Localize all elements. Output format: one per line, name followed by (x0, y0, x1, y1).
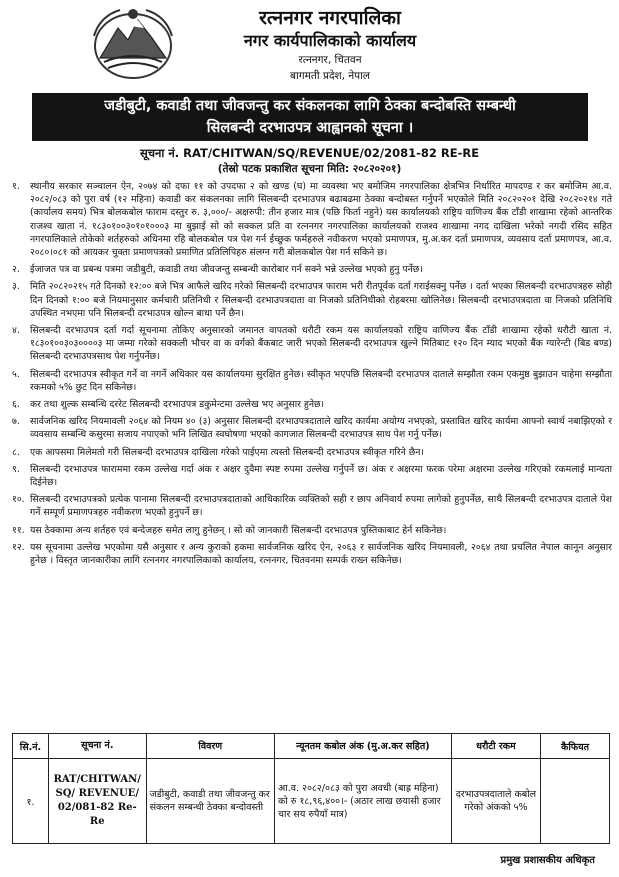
notice-conditions-list (12, 180, 612, 571)
list-item-number: २. (12, 264, 20, 276)
list-item-number: ३. (12, 281, 20, 293)
list-item (12, 463, 612, 489)
list-item-number: ५. (12, 368, 20, 380)
col-header-remarks: कैफियत (541, 734, 610, 759)
office-name: नगर कार्यपालिकाको कार्यालय (243, 31, 417, 50)
notice-number: सूचना नं. RAT/CHITWAN/SQ/REVENUE/02/2081-82 RE-RE (139, 146, 480, 160)
letterhead-text (180, 6, 480, 84)
list-item-number: ४. (12, 325, 20, 337)
col-header-notice-no: सूचना नं. (48, 734, 146, 759)
col-header-deposit: धरौटी रकम (451, 734, 540, 759)
list-item (12, 415, 612, 441)
cell-description: जडीबुटी, कवाडी तथा जीवजन्तु कर संकलन सम्बन्धी ठेक्का बन्दोवस्ती (146, 759, 274, 844)
list-item-number: ११. (12, 524, 25, 536)
office-address: रत्ननगर, चितवन (298, 54, 362, 66)
col-header-min-bid: न्यूनतम कबोल अंक (मु.अ.कर सहित) (275, 734, 452, 759)
list-item (12, 446, 612, 459)
banner-line-2: सिलबन्दी दरभाउपत्र आह्वानको सूचना । (206, 120, 414, 136)
list-item-number: ९. (12, 463, 20, 475)
list-item-text: एक आपसमा मिलेमतो गरी सिलबन्दी दरभाउपत्र दाखिला गरेको पाईएमा त्यस्तो सिलबन्दी दरभाउपत्र स्वीकृत गरिने छैन। (30, 446, 424, 458)
list-item-text: यस सूचनामा उल्लेख भएकोमा यसै अनुसार र अन्य कुराको हकमा सार्वजनिक खरिद ऐन, २०६३ र सार्वजनिक खरिद नियमावली, २०६४ तथा प्रचलित नेपाल कानून अनुसार हुनेछ । विस्तृत जानकारीका लागि रत्ननगर नगरपालिकाको कार्यालय, रत्ननगर, चितवनमा सम्पर्क राख्न सकिनेछ। (30, 541, 612, 567)
cell-remarks (541, 759, 610, 844)
cell-deposit: दरभाउपत्रदाताले कबोल गरेको अंकको ५% (451, 759, 540, 844)
list-item (12, 398, 612, 411)
table-header-row (13, 734, 610, 759)
list-item-number: १०. (12, 494, 25, 506)
notice-title-banner (32, 93, 588, 141)
list-item (12, 493, 612, 519)
table-row (13, 759, 610, 844)
cell-notice-no: RAT/CHITWAN/ SQ/ REVENUE/ 02/081-82 Re-Re (48, 759, 146, 844)
list-item (12, 524, 612, 537)
list-item (12, 180, 612, 259)
list-item-text: सिलबन्दी दरभाउपत्र दर्ता गर्दा सूचनामा तोकिए अनुसारको जमानत वापतको धरौटी रकम यस कार्यालयको राष्ट्रिय वाणिज्य बैंक टाँडी शाखामा रहेको धरौटी खाता नं. १८३०१००३०३००००३ मा जम्मा गरेको सक्कली भौचर वा क वर्गको बैंकबाट जारी भएको सिलबन्दी दरभाउपत्र खुल्ने मितिबाट १२० दिन म्याद भएको बैंक ग्यारेन्टी (बिड बण्ड) सिलबन्दी दरभाउपत्रसाथ पेश गर्नुपर्नेछ। (30, 325, 612, 363)
office-province: बागमती प्रदेश, नेपाल (290, 70, 370, 82)
municipality-emblem-icon (90, 6, 176, 80)
list-item-number: ७. (12, 416, 20, 428)
list-item-text: सिलबन्दी दरभाउपत्र स्वीकृत गर्ने वा नगर्ने अधिकार यस कार्यालयमा सुरक्षित हुनेछ। स्वीकृत भएपछि सिलबन्दी दरभाउपत्र दाताले सम्झौता रकम एकमुष्ठ बुझाउन चाहेमा सम्झौता रकमको ५% छुट दिन सकिनेछ। (30, 368, 612, 393)
list-item-number: ६. (12, 399, 20, 411)
list-item-text: स्थानीय सरकार सञ्चालन ऐन, २०७४ को दफा ११ को उपदफा २ को खण्ड (घ) मा व्यवस्था भए बमोजिम नगरपालिका क्षेत्रभित्र निर्धारित मापदण्ड र कर बमोजिम आ.व. २०८२/०८३ को पुरा वर्ष (१२ महिना) कवाडी कर संकलनका लागि सिलबन्दी दरभाउपत्र बढाबढमा ठेक्का बन्दोबस्त गर्नुपर्ने भएकोले मिति २०८२०२०१ देखि २०८२०२१४ गते (कार्यालय समय) भित्र बोलकबोल फाराम दस्तुर रु. ३,०००/- अक्षरुपी: तीन हजार मात्र (पछि फिर्ता नहुने) यस कार्यालयको राष्ट्रिय वाणिज्य बैंक टाँडी शाखामा रहेको आन्तरिक राजश्व खाता नं. १८३०१००३०१०१०००३ मा बुझाई सो को सक्कल प्रति वा रत्ननगर नगरपालिका कार्यालयको राजश्व शाखामा नगद दाखिला भरेको नगदी रसिद सहित नगरपालिकाले तोकेको शर्तहरुको अधिनमा रहि बोलकबोल पत्र पेश गर्न ईच्छुक फर्महरुले नवीकरण भएको प्रमाणपत्र, मु.अ.कर दर्ता प्रमाणपत्र, व्यवसाय दर्ता प्रमाणपत्र, आ.व. २०८०।०८१ को आयकर चुक्ता प्रमाणपत्रको प्रमाणित प्रतिलिपिहरु संलग्न गरी बोलकबोल पेश गर्न सकिने छ। (30, 181, 612, 259)
list-item (12, 280, 612, 320)
municipality-name: रत्ननगर नगरपालिका (259, 7, 401, 29)
list-item-number: ८. (12, 446, 20, 458)
list-item (12, 368, 612, 394)
cell-sn: १. (13, 759, 49, 844)
list-item-text: सिलबन्दी दरभाउपत्रको प्रत्येक पानामा सिलबन्दी दरभाउपत्रदाताको आधिकारिक व्यक्तिको सही र छाप अनिवार्य रुपमा लागेको हुनुपर्नेछ, साथै सिलबन्दी दरभाउपत्र दाताले पेश गर्ने सम्पूर्ण प्रमाणपत्रहरु नवीकरण भएको हुनुपर्ने छ। (30, 494, 612, 519)
signatory-title: प्रमुख प्रशासकीय अधिकृत (500, 855, 595, 866)
col-header-description: विवरण (146, 734, 274, 759)
notice-publish-date: (तेस्रो पटक प्रकाशित सूचना मिति: २०८२०२०१) (217, 163, 402, 175)
list-item-text: मिति २०८२०२१५ गते दिनको १२:०० बजे भित्र आफैले खरिद गरेको सिलबन्दी दरभाउपत्र फाराम भरी रीतपूर्वक दर्ता गराईसक्नु पर्नेछ । दर्ता भएका सिलबन्दी दरभाउपत्रहरु सोही दिन दिनको १:०० बजे नियमानुसार कर्मचारी प्रतिनिधी र सिलबन्दी दरभाउपत्रदाता वा निजको प्रतिनिधीको रोहबरमा खोलिनेछ। सिलबन्दी दरभाउपत्रदाता वा निजको प्रतिनिधि उपस्थित नभएमा पनि सिलबन्दी दरभाउपत्र खोल्न बाधा पर्ने छैन। (30, 281, 612, 319)
list-item-text: सिलबन्दी दरभाउपत्र फाराममा रकम उल्लेख गर्दा अंक र अक्षर दुवैमा स्पष्ट रुपमा उल्लेख गर्नुपर्ने छ। अंक र अक्षरमा फरक परेमा अक्षरमा उल्लेख गरिएको रकमलाई मान्यता दिईनेछ। (30, 463, 612, 489)
letterhead (0, 0, 619, 92)
list-item (12, 263, 612, 276)
list-item-text: कर तथा शुल्क सम्बन्धि दररेट सिलबन्दी दरभाउपत्र डकुमेन्टमा उल्लेख भए अनुसार हुनेछ। (30, 399, 325, 411)
cell-min-bid: आ.व. २०८२/०८३ को पुरा अवधी (बाह्र महिना) को रु १८,९६,४००।- (अठार लाख छयासी हजार चार सय रुपैयाँ मात्र) (275, 759, 452, 844)
list-item (12, 541, 612, 567)
list-item (12, 324, 612, 364)
tender-table (12, 733, 610, 844)
list-item-text: सार्वजनिक खरिद नियमावली २०६४ को नियम ४० (३) अनुसार सिलबन्दी दरभाउपत्रदाताले खरिद कार्यमा अयोग्य नभएको, प्रस्तावित खरिद कार्यमा आफ्नो स्वार्थ नबाझिएको र व्यवसाय सम्बन्धि कसुरमा सजाय नपाएको भनि लिखित स्वघोषणा भएको कागजात सिलबन्दी दरभाउपत्र साथ पेश गर्नु पर्नेछ। (30, 416, 612, 441)
banner-line-1: जडीबुटी, कवाडी तथा जीवजन्तु कर संकलनका लागि ठेक्का बन्दोबस्ति सम्बन्धी (104, 98, 516, 114)
list-item-text: यस ठेक्कामा अन्य शर्तहरु एवं बन्देजहरु समेत लागु हुनेछन् । सो को जानकारी सिलबन्दी दरभाउपत्र पुस्तिकाबाट हेर्न सकिनेछ। (30, 524, 447, 536)
list-item-number: १. (12, 181, 20, 192)
list-item-number: १२. (12, 541, 25, 553)
col-header-sn: सि.नं. (13, 734, 49, 759)
list-item-text: ईजाजत पत्र वा प्रबन्ध पत्रमा जडीबुटी, कवाडी तथा जीवजन्तु सम्बन्धी कारोबार गर्न सक्ने भन्ने उल्लेख भएको हुनु पर्नेछ। (30, 264, 423, 276)
